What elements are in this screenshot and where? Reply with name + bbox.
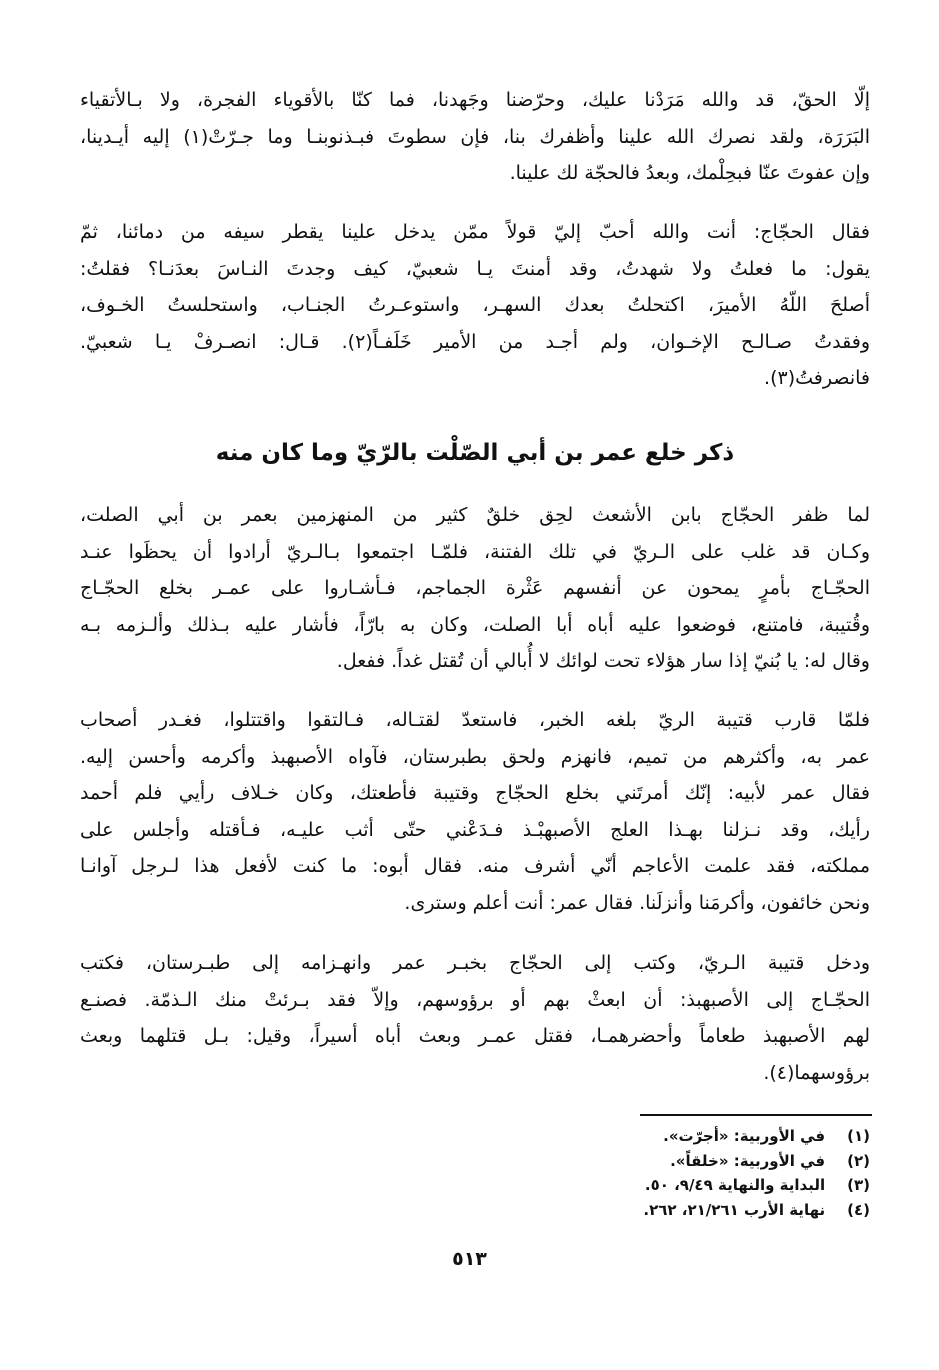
text-line: فقال عمر لأبيه: إنّك أمرتَني بخلع الحجّاج وقتيبة فأطعتك، وكان خـلاف رأيي فلم أحمد xyxy=(80,782,870,805)
paragraph-3 xyxy=(80,497,870,680)
text-line: رأيك، وقد نـزلنا بهـذا العلج الأصبهبْـذ فـدَعْني حتّى أثب عليـه، فـأقتله وأجلس على xyxy=(80,818,870,841)
page-number: ٥١٣ xyxy=(452,1248,487,1270)
text-line: الحجّـاج إلى الأصبهبذ: أن ابعثْ بهم أو برؤوسهم، وإلاّ فقد بـرئتْ منك الـذمّة. فصنـع xyxy=(80,988,870,1011)
text-line: الحجّـاج بأمرٍ يمحون عن أنفسهم عَثْرة الجماجم، فـأشـاروا على عمـر بخلع الحجّـاج xyxy=(80,577,870,600)
text-line: وفقدتُ صـالـح الإخـوان، ولم أجـد من الأمير خَلَفـاً(٢). قـال: انصـرفْ يـا شعبيّ. xyxy=(80,330,870,353)
footnote xyxy=(470,1173,870,1198)
paragraph-2 xyxy=(80,214,870,397)
text-line: عمر به، وأكثرهم من تميم، فانهزم ولحق بطبرستان، فآواه الأصبهبذ وأكرمه وأحسن إليه. xyxy=(80,745,870,768)
footnote xyxy=(470,1124,870,1149)
text-line: إلّا الحقّ، قد والله مَرَدْنا عليك، وحرّضنا وجَهدنا، فما كنّا بالأقوياء الفجرة، ولا بـالأتقياء xyxy=(80,89,870,111)
footnote xyxy=(470,1198,870,1223)
footnote-number: (٢) xyxy=(847,1151,870,1170)
footnote-number: (٣) xyxy=(847,1176,870,1194)
text-line: لما ظفر الحجّاج بابن الأشعث لحِق خلقٌ كثير من المنهزمين بعمر بن أبي الصلت، xyxy=(80,504,870,526)
footnote-divider xyxy=(640,1114,872,1116)
section-heading: ذكر خلع عمر بن أبي الصّلْت بالرّيّ وما كان منه xyxy=(215,440,735,466)
text-line: فقال الحجّاج: أنت والله أحبّ إليّ قولاً ممّن يدخل علينا يقطر سيفه من دمائنا، ثمّ xyxy=(80,221,870,243)
text-line: وقال له: يا بُنيّ إذا سار هؤلاء تحت لوائك لا أُبالي أن تُقتل غداً. ففعل. xyxy=(336,650,870,673)
text-line: البَرَرَة، ولقد نصرك الله علينا وأظفرك بنا، فإن سطوتَ فبـذنوبنـا وما جـرّتْ(١) إليه أيـدينا، xyxy=(80,125,870,148)
text-line: فانصرفتُ(٣). xyxy=(764,367,870,390)
paragraph-1 xyxy=(80,82,870,192)
text-line: أصلحَ اللّهُ الأميرَ، اكتحلتُ بعدك السهـر، واستوعـرتُ الجنـاب، واستحلستُ الخـوف، xyxy=(80,294,870,317)
footnote xyxy=(470,1149,870,1174)
footnote-number: (١) xyxy=(847,1127,870,1145)
footnote-text: البداية والنهاية ٩/٤٩، ٥٠. xyxy=(644,1176,826,1194)
text-line: وإن عفوتَ عنّا فبحِلْمك، وبعدُ فالحجّة لك علينا. xyxy=(509,162,870,185)
paragraph-5 xyxy=(80,945,870,1091)
text-line: ونحن خائفون، وأكرمَنا وأنزلَنا. فقال عمر: أنت أعلم وسترى. xyxy=(404,891,870,914)
footnote-number: (٤) xyxy=(847,1200,870,1219)
text-line: مملكته، فقد علمت الأعاجم أنّي أشرف منه. فقال أبوه: ما كنت لأفعل هذا لـرجل آوانـا xyxy=(80,855,870,878)
footnotes xyxy=(470,1124,870,1222)
paragraph-4 xyxy=(80,702,870,922)
footnote-text: في الأوربية: «خلقاً». xyxy=(670,1151,826,1170)
text-line: برؤوسهما(٤). xyxy=(763,1061,870,1084)
footnote-text: نهاية الأرب ٢١/٢٦١، ٢٦٢. xyxy=(643,1200,826,1219)
text-line: لهم الأصبهبذ طعاماً وأحضرهمـا، فقتل عمـر وبعث أباه أسيراً، وقيل: بـل قتلهما وبعث xyxy=(80,1025,870,1048)
text-line: يقول: ما فعلتُ ولا شهدتُ، وقد أمنتَ يـا شعبيّ، كيف وجدتَ النـاسَ بعدَنـا؟ فقلتُ: xyxy=(80,257,870,280)
text-line: وكـان قد غلب على الـريّ في تلك الفتنة، فلمّـا اجتمعوا بـالـريّ أرادوا أن يحظَوا عنـد xyxy=(80,540,870,563)
text-line: وقُتيبة، فامتنع، فوضعوا عليه أباه أبا الصلت، وكان به بارّاً، فأشار عليه بـذلك وألـزمه بـه xyxy=(80,613,870,636)
text-line: ودخل قتيبة الـريّ، وكتب إلى الحجّاج بخبـر عمر وانهـزامه إلى طبـرستان، فكتب xyxy=(80,952,870,974)
footnote-text: في الأوربية: «أجرّت». xyxy=(663,1127,826,1145)
text-line: فلمّا قارب قتيبة الريّ بلغه الخبر، فاستعدّ لقتـاله، فـالتقوا واقتتلوا، فغـدر أصحاب xyxy=(80,709,870,731)
